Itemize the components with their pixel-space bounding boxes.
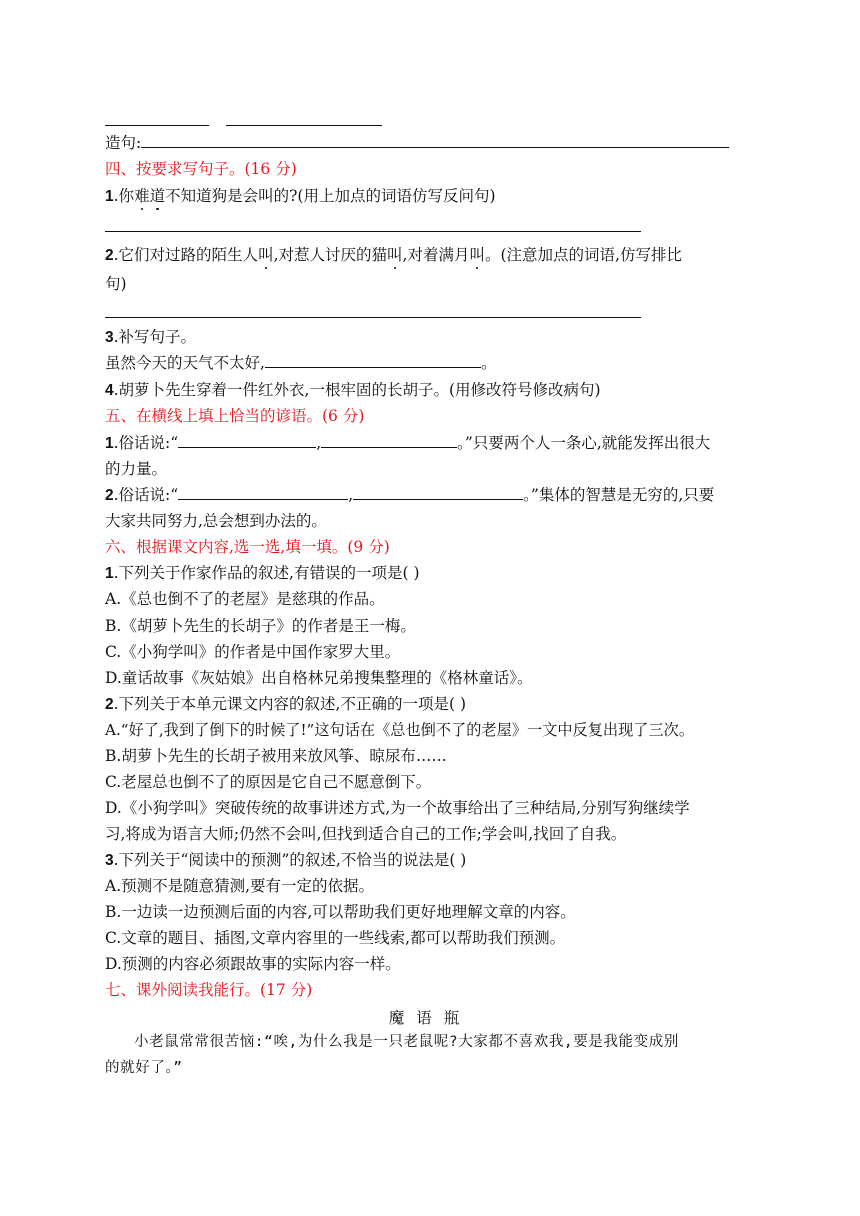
question-number: 3 — [105, 852, 114, 869]
answer-blank[interactable] — [178, 433, 316, 448]
option-d[interactable]: D.童话故事《灰姑娘》出自格林兄弟搜集整理的《格林童话》。 — [105, 669, 533, 687]
question-5-1: 1.俗话说:“ , 。”只要两个人一条心,就能发挥出很大 — [105, 434, 711, 452]
section-heading-4: 四、按要求写句子。(16 分) — [105, 160, 297, 178]
question-6-3: 3.下列关于“阅读中的预测”的叙述,不恰当的说法是( ) — [105, 851, 467, 869]
question-4-4: 4.胡萝卜先生穿着一件红外衣,一根牢固的长胡子。(用修改符号修改病句) — [105, 381, 601, 399]
option-b[interactable]: B.《胡萝卜先生的长胡子》的作者是王一梅。 — [105, 617, 416, 635]
question-number: 1 — [105, 188, 114, 205]
option-d-continued: 习,将成为语言大师;仍然不会叫,但找到适合自己的工作;学会叫,找回了自我。 — [105, 825, 627, 843]
question-4-2: 2.它们对过路的陌生人叫,对惹人讨厌的猫叫,对着满月叫。(注意加点的词语,仿写排比 — [105, 246, 682, 264]
question-5-2: 2.俗话说:“ , 。”集体的智慧是无穷的,只要 — [105, 486, 715, 504]
story-paragraph-line: 小老鼠常常很苦恼:“唉,为什么我是一只老鼠呢?大家都不喜欢我,要是我能变成别 — [134, 1034, 679, 1050]
option-b[interactable]: B.胡萝卜先生的长胡子被用来放风筝、晾尿布…… — [105, 747, 447, 765]
sentence-label: 造句: — [105, 134, 142, 152]
question-6-2: 2.下列关于本单元课文内容的叙述,不正确的一项是( ) — [105, 695, 467, 713]
question-number: 1 — [105, 435, 114, 452]
answer-line[interactable] — [105, 231, 641, 232]
answer-blank[interactable] — [321, 433, 457, 448]
option-b[interactable]: B.一边读一边预测后面的内容,可以帮助我们更好地理解文章的内容。 — [105, 903, 576, 921]
question-number: 1 — [105, 565, 114, 582]
option-a[interactable]: A.预测不是随意猜测,要有一定的依据。 — [105, 877, 375, 895]
question-4-2-line2: 句) — [105, 275, 127, 293]
question-number: 4 — [105, 382, 114, 399]
option-c[interactable]: C.老屋总也倒不了的原因是它自己不愿意倒下。 — [105, 773, 432, 791]
answer-blank[interactable] — [226, 125, 382, 126]
option-c[interactable]: C.文章的题目、插图,文章内容里的一些线索,都可以帮助我们预测。 — [105, 929, 566, 947]
question-5-1-line2: 的力量。 — [105, 460, 168, 478]
answer-blank[interactable] — [265, 353, 481, 368]
emphasis-dot-char: 叫 — [258, 246, 274, 264]
question-6-1: 1.下列关于作家作品的叙述,有错误的一项是( ) — [105, 564, 420, 582]
answer-blank[interactable] — [353, 485, 523, 500]
question-number: 2 — [105, 696, 114, 713]
question-4-3-line2: 虽然今天的天气不太好, 。 — [105, 354, 497, 372]
emphasis-dot-char: 难 — [134, 187, 150, 205]
answer-line[interactable] — [105, 317, 641, 318]
option-d[interactable]: D.《小狗学叫》突破传统的故事讲述方式,为一个故事给出了三种结局,分别写狗继续学 — [105, 799, 690, 817]
sentence-making-line — [105, 133, 729, 153]
answer-blank[interactable] — [178, 485, 348, 500]
story-title: 魔语瓶 — [388, 1009, 472, 1027]
option-a[interactable]: A.“好了,我到了倒下的时候了!”这句话在《总也倒不了的老屋》一文中反复出现了三次。 — [105, 721, 695, 739]
answer-blank[interactable] — [105, 125, 209, 126]
section-heading-5: 五、在横线上填上恰当的谚语。(6 分) — [105, 407, 365, 425]
question-5-2-line2: 大家共同努力,总会想到办法的。 — [105, 512, 327, 530]
question-number: 2 — [105, 247, 114, 264]
emphasis-dot-char: 叫 — [469, 246, 485, 264]
emphasis-dot-char: 叫 — [387, 246, 403, 264]
section-heading-6: 六、根据课文内容,选一选,填一填。(9 分) — [105, 538, 390, 556]
emphasis-dot-char: 道 — [149, 187, 166, 205]
question-number: 2 — [105, 487, 114, 504]
question-number: 3 — [105, 329, 114, 346]
sentence-blank[interactable] — [141, 133, 729, 148]
question-4-3: 3.补写句子。 — [105, 328, 197, 346]
option-a[interactable]: A.《总也倒不了的老屋》是慈琪的作品。 — [105, 590, 385, 608]
option-c[interactable]: C.《小狗学叫》的作者是中国作家罗大里。 — [105, 643, 401, 661]
question-4-1: 1.你难道不知道狗是会叫的?(用上加点的词语仿写反问句) — [105, 187, 496, 205]
section-heading-7: 七、课外阅读我能行。(17 分) — [105, 981, 313, 999]
option-d[interactable]: D.预测的内容必须跟故事的实际内容一样。 — [105, 955, 401, 973]
story-paragraph-line: 的就好了。” — [105, 1060, 183, 1076]
